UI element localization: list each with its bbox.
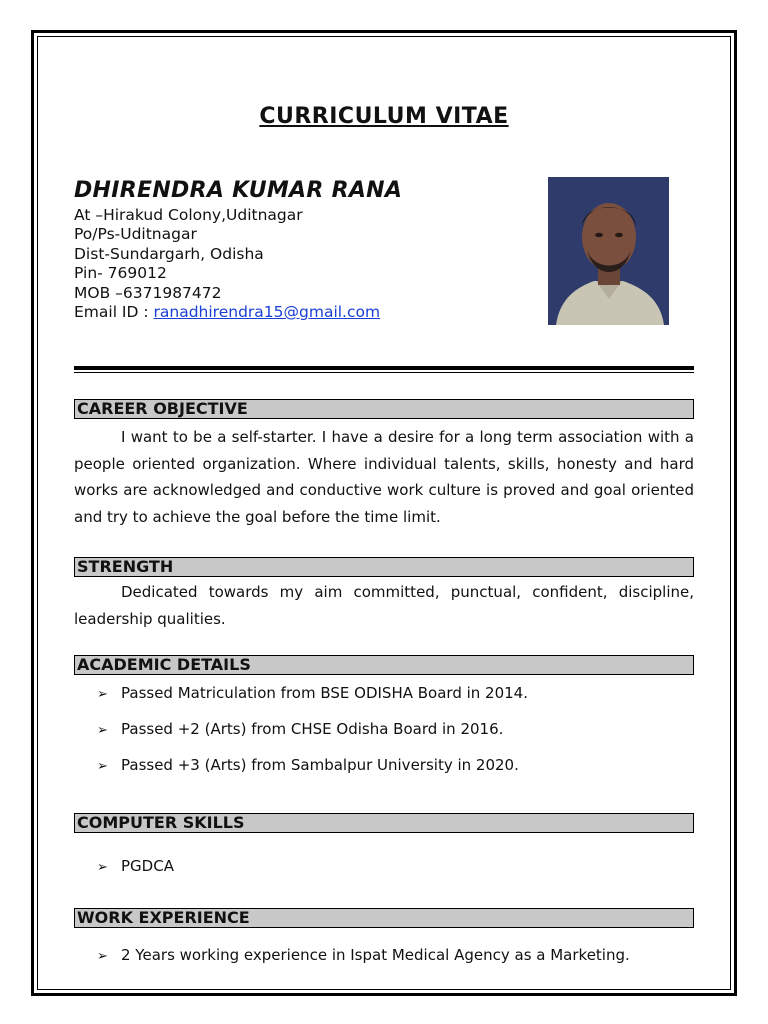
work-experience-item <box>97 946 630 964</box>
profile-photo <box>548 177 669 325</box>
arrow-bullet-icon: ➢ <box>97 860 108 875</box>
arrow-bullet-icon: ➢ <box>97 759 108 774</box>
address-line: Dist-Sundargarh, Odisha <box>74 244 264 263</box>
contact-block <box>74 206 380 322</box>
arrow-bullet-icon: ➢ <box>97 949 108 964</box>
computer-skill-item <box>97 857 174 875</box>
profile-photo-image <box>548 177 669 325</box>
email-line <box>74 303 380 322</box>
career-objective-text: I want to be a self-starter. I have a desire for a long term association with a people oriented organization. Where individual talents, skills, honesty and hard works are acknowledged and conductive work culture is proved and goal oriented and try to achieve the goal before the time limit. <box>74 428 694 526</box>
arrow-bullet-icon: ➢ <box>97 723 108 738</box>
academic-list-item <box>97 684 528 702</box>
section-heading-career-objective: CAREER OBJECTIVE <box>74 399 694 419</box>
strength-text: Dedicated towards my aim committed, punctual, confident, discipline, leadership qualities. <box>74 583 694 628</box>
academic-list-item <box>97 756 519 774</box>
document-title: CURRICULUM VITAE <box>259 104 509 129</box>
section-heading-work-experience: WORK EXPERIENCE <box>74 908 694 928</box>
section-heading-academic-details: ACADEMIC DETAILS <box>74 655 694 675</box>
section-heading-strength: STRENGTH <box>74 557 694 577</box>
header-divider-thin <box>74 372 694 373</box>
computer-skill-text: PGDCA <box>121 857 174 875</box>
candidate-name: DHIRENDRA KUMAR RANA <box>74 178 403 203</box>
address-line: Po/Ps-Uditnagar <box>74 225 197 244</box>
academic-item-text: Passed +3 (Arts) from Sambalpur University in 2020. <box>121 756 519 774</box>
arrow-bullet-icon: ➢ <box>97 687 108 702</box>
academic-item-text: Passed Matriculation from BSE ODISHA Board in 2014. <box>121 684 528 702</box>
email-link[interactable]: ranadhirendra15@gmail.com <box>153 303 381 322</box>
address-line: At –Hirakud Colony,Uditnagar <box>74 206 303 224</box>
work-experience-text: 2 Years working experience in Ispat Medical Agency as a Marketing. <box>121 946 630 964</box>
mobile-number: MOB –6371987472 <box>74 283 222 302</box>
section-heading-computer-skills: COMPUTER SKILLS <box>74 813 694 833</box>
pin-code: Pin- 769012 <box>74 264 167 283</box>
academic-list-item <box>97 720 503 738</box>
email-label: Email ID : <box>74 303 154 322</box>
academic-item-text: Passed +2 (Arts) from CHSE Odisha Board in 2016. <box>121 720 504 738</box>
header-divider-thick <box>74 366 694 370</box>
